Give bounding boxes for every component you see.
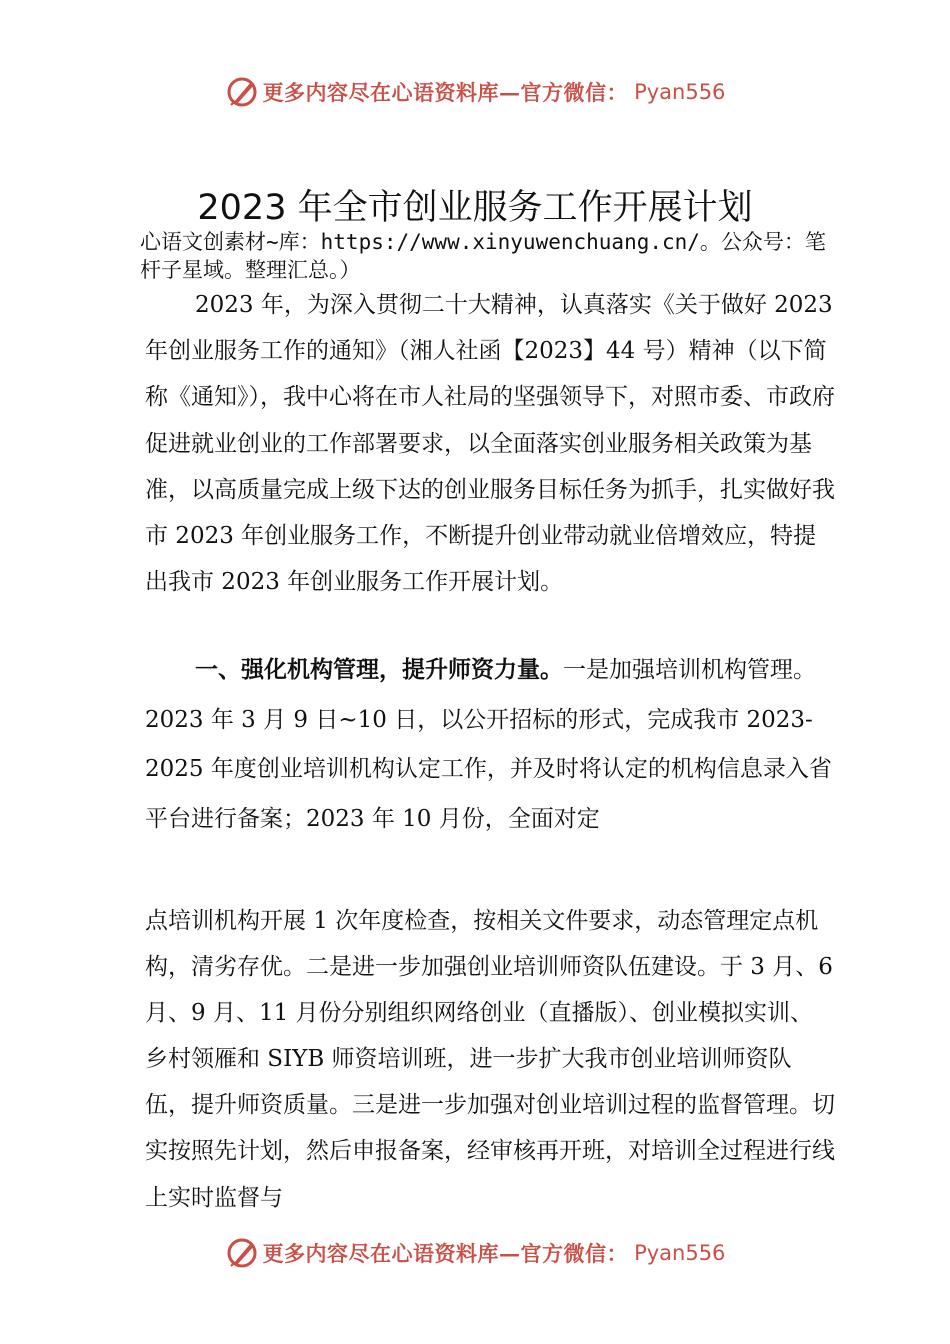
intro-paragraph: 2023 年，为深入贯彻二十大精神，认真落实《关于做好 2023 年创业服务工作的通知》（湘人社函【2023】44 号）精神（以下简称《通知》），我中心将在市人社局的坚强领导下，对照市委、市政府促进就业创业的工作部署要求，以全面落实创业服务相关政策为基准，以高质量完成上级下达的创业服务目标任务为抓手，扎实做好我市 2023 年创业服务工作，不断提升创业带动就业倍增效应，特提出我市 2023 年创业服务工作开展计划。	[145, 292, 835, 596]
header-banner-text: 更多内容尽在心语资料库—官方微信：	[262, 80, 629, 105]
section1-heading: 一、强化机构管理，提升师资力量。	[195, 657, 563, 683]
source-note: 心语文创素材~库：https://www.xinyuwenchuang.cn/。公众号：笔杆子星域。整理汇总。）	[140, 230, 826, 282]
pen-logo-icon	[225, 1236, 259, 1270]
pen-logo-icon	[225, 75, 259, 109]
section1-body: 一是加强培训机构管理。2023 年 3 月 9 日~10 日，以公开招标的形式，完成我市 2023-2025 年度创业培训机构认定工作，并及时将认定的机构信息录入省平台进行备案；2023 年 10 月份，全面对定	[145, 657, 832, 832]
section1-paragraph	[145, 646, 835, 844]
footer-wechat-id: Pyan556	[634, 1241, 726, 1265]
header-wechat-id: Pyan556	[634, 80, 726, 104]
footer-banner-text: 更多内容尽在心语资料库—官方微信：	[262, 1241, 629, 1266]
header-watermark-banner	[0, 70, 950, 114]
footer-watermark-banner	[0, 1231, 950, 1275]
section1-continued-paragraph: 点培训机构开展 1 次年度检查，按相关文件要求，动态管理定点机构，清劣存优。二是进一步加强创业培训师资队伍建设。于 3 月、6 月、9 月、11 月份分别组织网络创业（直播版）、创业模拟实训、乡村领雁和 SIYB 师资培训班，进一步扩大我市创业培训师资队伍，提升师资质量。三是进一步加强对创业培训过程的监督管理。切实按照先计划，然后申报备案，经审核再开班，对培训全过程进行线上实时监督与	[145, 908, 835, 1211]
document-title: 2023 年全市创业服务工作开展计划	[197, 188, 753, 228]
